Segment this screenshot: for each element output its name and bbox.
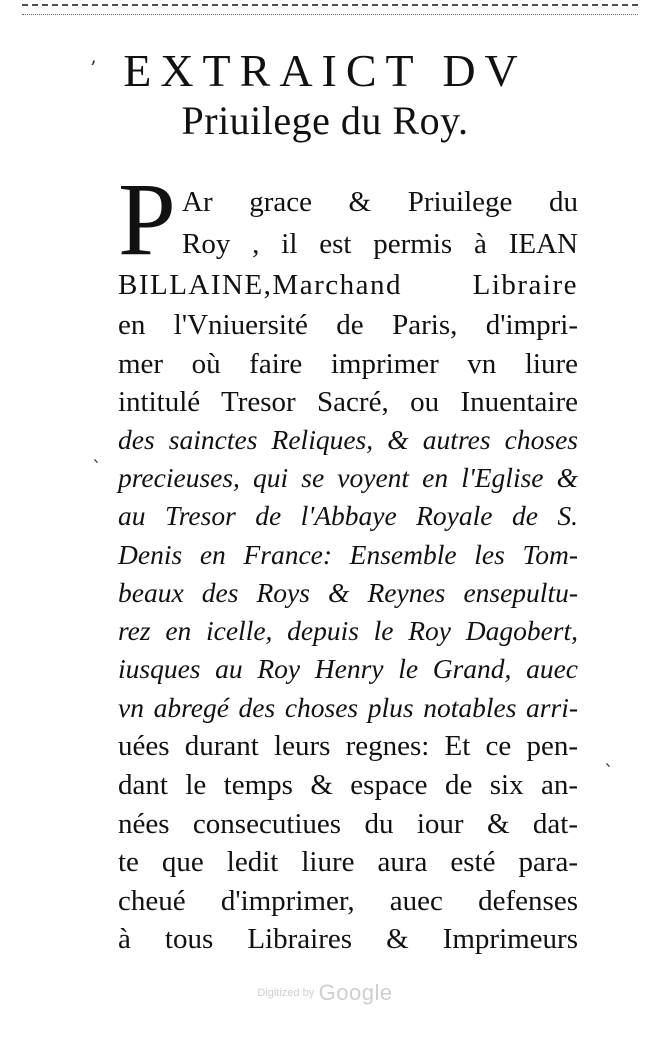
text-line: Ar grace & Priuilege du (182, 186, 578, 218)
text-line: Denis en France: Ensemble les Tom- (118, 539, 578, 570)
text-line: rez en icelle, depuis le Roy Dagobert, (118, 615, 578, 646)
text-line: dant le temps & espace de six an- (118, 769, 578, 801)
margin-mark: ˋ (604, 760, 614, 784)
text-line: uées durant leurs regnes: Et ce pen- (118, 730, 578, 762)
text-line: en l'Vniuersité de Paris, d'impri- (118, 309, 578, 341)
text-line: BILLAINE,Marchand Libraire (118, 269, 578, 301)
text-line: nées consecutiues du iour & dat- (118, 808, 578, 840)
drop-capital: P (118, 162, 176, 277)
digitized-by-google-watermark (0, 980, 650, 1006)
page-subheading: Priuilege du Roy. (181, 98, 469, 143)
text-line: beaux des Roys & Reynes ensepultu- (118, 577, 578, 608)
text-line: iusques au Roy Henry le Grand, auec (118, 653, 578, 684)
top-ornament-rule (22, 4, 638, 15)
page-heading: EXTRAICT DV (123, 45, 527, 96)
text-line: cheué d'imprimer, auec defenses (118, 885, 578, 917)
text-line: au Tresor de l'Abbaye Royale de S. (118, 500, 578, 531)
text-line: des sainctes Reliques, & autres choses (118, 424, 578, 455)
text-line: à tous Libraires & Imprimeurs (118, 923, 578, 955)
text-line: Roy , il est permis à IEAN (182, 228, 578, 260)
google-logo: Google (318, 980, 393, 1005)
margin-mark: ˋ (92, 456, 102, 480)
text-line: precieuses, qui se voyent en l'Eglise & (118, 462, 578, 493)
text-line: intitulé Tresor Sacré, ou Inuentaire (118, 386, 578, 418)
text-line: vn abregé des choses plus notables arri- (118, 692, 578, 723)
digitized-label: Digitized by (257, 987, 315, 999)
text-line: te que ledit liure aura esté para- (118, 846, 578, 878)
text-line: mer où faire imprimer vn liure (118, 348, 578, 380)
margin-mark: ’ (90, 56, 97, 80)
